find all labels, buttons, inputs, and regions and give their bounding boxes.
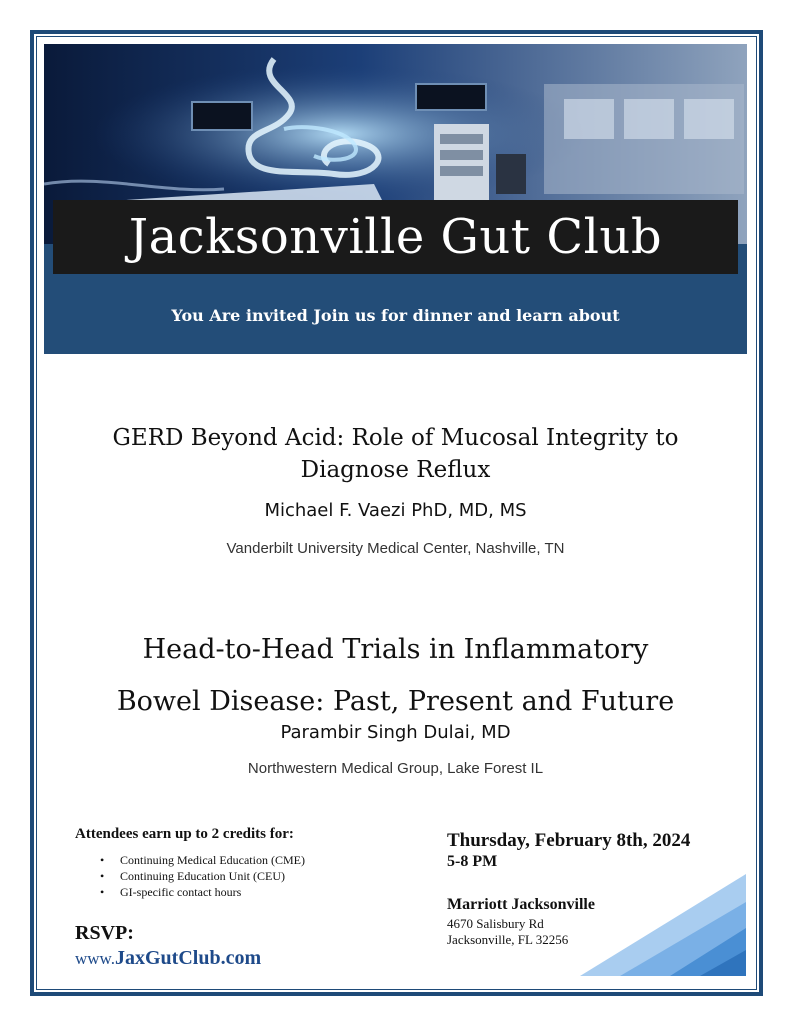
- invitation-tagline: You Are invited Join us for dinner and learn about: [171, 306, 620, 325]
- credits-heading: Attendees earn up to 2 credits for:: [75, 826, 294, 842]
- credit-item: • Continuing Education Unit (CEU): [100, 868, 305, 884]
- talk-2-affiliation: Northwestern Medical Group, Lake Forest IL: [247, 760, 544, 777]
- title-bar: [53, 200, 738, 274]
- talk-1-speaker: Michael F. Vaezi PhD, MD, MS: [264, 500, 527, 521]
- decorative-triangles: [580, 872, 750, 980]
- venue-address-line-1: 4670 Salisbury Rd: [447, 916, 544, 931]
- venue-name: Marriott Jacksonville: [447, 896, 595, 913]
- talk-1-affiliation: Vanderbilt University Medical Center, Nashville, TN: [226, 540, 565, 557]
- credit-item: • GI-specific contact hours: [100, 884, 305, 900]
- talk-2-title-line-1: Head-to-Head Trials in Inflammatory: [142, 634, 649, 665]
- talk-2-speaker: Parambir Singh Dulai, MD: [280, 722, 511, 743]
- rsvp-url-prefix: www.: [75, 949, 115, 968]
- header-banner: [44, 44, 747, 354]
- rsvp-label: RSVP:: [75, 922, 134, 944]
- rsvp-url-domain: JaxGutClub.com: [114, 947, 262, 969]
- event-date: Thursday, February 8th, 2024: [447, 830, 691, 851]
- venue-address-line-2: Jacksonville, FL 32256: [447, 932, 569, 947]
- talk-1-title: [60, 422, 731, 486]
- credit-item: • Continuing Medical Education (CME): [100, 852, 305, 868]
- talk-1-title-line-2: Diagnose Reflux: [300, 457, 491, 483]
- club-title: Jacksonville Gut Club: [128, 209, 663, 265]
- credits-list: [100, 852, 305, 900]
- rsvp-link[interactable]: [75, 947, 261, 970]
- talk-2-title-line-2: Bowel Disease: Past, Present and Future: [116, 686, 675, 717]
- event-time: 5-8 PM: [447, 853, 498, 870]
- talk-2-title: [60, 624, 731, 728]
- talk-1-title-line-1: GERD Beyond Acid: Role of Mucosal Integrity to: [112, 425, 679, 451]
